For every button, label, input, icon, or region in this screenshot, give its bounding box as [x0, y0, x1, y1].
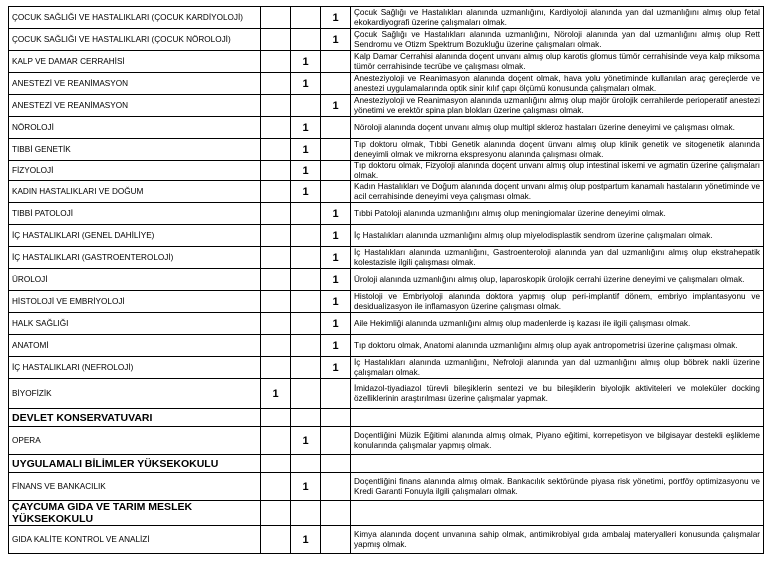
department-cell: ÜROLOJİ — [9, 269, 261, 291]
associate-count-cell — [291, 225, 321, 247]
professor-count-cell — [261, 73, 291, 95]
department-cell: OPERA — [9, 427, 261, 455]
requirements-cell: Histoloji ve Embriyoloji alanında doktora yapmış olup peri-implantif dönem, embriyo implantasyonu ve desidualizasyon ile inflamasyon üzerine çalışması olmak. — [351, 291, 764, 313]
department-cell: HALK SAĞLIĞI — [9, 313, 261, 335]
department-cell: İÇ HASTALIKLARI (GASTROENTEROLOJİ) — [9, 247, 261, 269]
department-cell: FİNANS VE BANKACILIK — [9, 473, 261, 501]
assistant-count-cell: 1 — [321, 247, 351, 269]
table-row — [9, 379, 764, 409]
associate-count-cell: 1 — [291, 526, 321, 554]
professor-count-cell — [261, 247, 291, 269]
section-row — [9, 455, 764, 473]
assistant-count-cell — [321, 427, 351, 455]
table-row — [9, 73, 764, 95]
professor-count-cell — [261, 203, 291, 225]
department-cell: TIBBİ PATOLOJİ — [9, 203, 261, 225]
table-row — [9, 526, 764, 554]
associate-count-cell — [291, 269, 321, 291]
requirements-cell: Çocuk Sağlığı ve Hastalıkları alanında uzmanlığını, Nöroloji alanında yan dal uzmanlığını almış olup Rett Sendromu ve Otizm Spektrum Bozukluğu üzerine çalışmaları olmak. — [351, 29, 764, 51]
requirements-cell: Tıp doktoru olmak, Tıbbi Genetik alanında doçent ünvanı almış olup klinik genetik ve sitogenetik alanında deneyimli olmak ve mikrorna ekspresyonu alanında çalışması olmak. — [351, 139, 764, 161]
requirements-cell: İç Hastalıkları alanında uzmanlığını almış olup miyelodisplastik sendrom üzerine çalışmaları olmak. — [351, 225, 764, 247]
requirements-cell: Anesteziyoloji ve Reanimasyon alanında uzmanlığını almış olup majör ürolojik cerrahilerde perioperatif anestezi yönetimi ve erektör spina plan blokları üzerine çalışması olmak. — [351, 95, 764, 117]
table-row — [9, 29, 764, 51]
assistant-count-cell: 1 — [321, 7, 351, 29]
assistant-count-cell: 1 — [321, 313, 351, 335]
professor-count-cell — [261, 335, 291, 357]
requirements-cell: İç Hastalıkları alanında uzmanlığını, Gastroenteroloji alanında yan dal uzmanlığını almış olup ekstrahepatik kolestazisle ilgili çalışması olmak. — [351, 247, 764, 269]
requirements-cell: Tıbbi Patoloji alanında uzmanlığını almış olup meningiomalar üzerine deneyimi olmak. — [351, 203, 764, 225]
professor-count-cell — [261, 181, 291, 203]
table-row — [9, 335, 764, 357]
associate-count-cell — [291, 7, 321, 29]
associate-count-cell: 1 — [291, 51, 321, 73]
department-cell: ÇOCUK SAĞLIĞI VE HASTALIKLARI (ÇOCUK KARDİYOLOJİ) — [9, 7, 261, 29]
assistant-count-cell: 1 — [321, 29, 351, 51]
assistant-count-cell: 1 — [321, 95, 351, 117]
professor-count-cell — [261, 139, 291, 161]
associate-count-cell: 1 — [291, 161, 321, 181]
associate-count-cell — [291, 247, 321, 269]
requirements-cell: İmidazol-tiyadiazol türevli bileşiklerin sentezi ve bu bileşiklerin biyolojik aktiviteleri ve moleküler docking özelliklerinin araştırılması üzerine çalışmalar yapmak. — [351, 379, 764, 409]
professor-count-cell — [261, 95, 291, 117]
requirements-cell: Aile Hekimliği alanında uzmanlığını almış olup madenlerde iş kazası ile ilgili çalışması olmak. — [351, 313, 764, 335]
department-cell: İÇ HASTALIKLARI (NEFROLOJİ) — [9, 357, 261, 379]
requirements-cell: Nöroloji alanında doçent unvanı almış olup multipl skleroz hastaları üzerine deneyimi ve çalışması olmak. — [351, 117, 764, 139]
department-cell: KALP VE DAMAR CERRAHİSİ — [9, 51, 261, 73]
requirements-cell: Doçentliğini finans alanında almış olmak. Bankacılık sektöründe piyasa risk yönetimi, portföy optimizasyonu ve Kredi Garanti Fonuyla ilgili çalışmaları olmak. — [351, 473, 764, 501]
associate-count-cell — [291, 501, 321, 526]
assistant-count-cell: 1 — [321, 291, 351, 313]
associate-count-cell: 1 — [291, 117, 321, 139]
associate-count-cell — [291, 357, 321, 379]
assistant-count-cell — [321, 379, 351, 409]
associate-count-cell — [291, 203, 321, 225]
associate-count-cell — [291, 291, 321, 313]
department-cell: HİSTOLOJİ VE EMBRİYOLOJİ — [9, 291, 261, 313]
professor-count-cell — [261, 225, 291, 247]
department-cell: ÇOCUK SAĞLIĞI VE HASTALIKLARI (ÇOCUK NÖROLOJİ) — [9, 29, 261, 51]
professor-count-cell — [261, 455, 291, 473]
department-cell: DEVLET KONSERVATUVARI — [9, 409, 261, 427]
department-cell: ANESTEZİ VE REANİMASYON — [9, 73, 261, 95]
associate-count-cell: 1 — [291, 139, 321, 161]
assistant-count-cell — [321, 409, 351, 427]
requirements-cell — [351, 409, 764, 427]
table-row — [9, 51, 764, 73]
professor-count-cell — [261, 526, 291, 554]
requirements-cell: Doçentliğini Müzik Eğitimi alanında almış olmak, Piyano eğitimi, korrepetisyon ve bilgisayar destekli eşlikleme konularında çalışmalar yapmış olmak. — [351, 427, 764, 455]
section-row — [9, 501, 764, 526]
department-cell: ANATOMİ — [9, 335, 261, 357]
table-row — [9, 269, 764, 291]
assistant-count-cell: 1 — [321, 335, 351, 357]
assistant-count-cell — [321, 73, 351, 95]
requirements-cell: Kadın Hastalıkları ve Doğum alanında doçent unvanı almış olup postpartum kanamalı hastaların yönetiminde ve acil cerrahisinde deneyimi veya çalışması olmak. — [351, 181, 764, 203]
associate-count-cell — [291, 313, 321, 335]
assistant-count-cell — [321, 473, 351, 501]
associate-count-cell — [291, 379, 321, 409]
assistant-count-cell: 1 — [321, 203, 351, 225]
table-row — [9, 181, 764, 203]
associate-count-cell: 1 — [291, 181, 321, 203]
assistant-count-cell: 1 — [321, 357, 351, 379]
table-row — [9, 161, 764, 181]
table-row — [9, 139, 764, 161]
table-row — [9, 473, 764, 501]
requirements-cell — [351, 455, 764, 473]
requirements-cell: Kimya alanında doçent unvanına sahip olmak, antimikrobiyal gıda ambalaj materyalleri konusunda çalışmalar yapmış olmak. — [351, 526, 764, 554]
associate-count-cell — [291, 409, 321, 427]
table-row — [9, 247, 764, 269]
requirements-cell: Kalp Damar Cerrahisi alanında doçent unvanı almış olup karotis glomus tümör cerrahisinde veya kalp miksoma tümör cerrahisinde tecrübe ve çalışması olmak. — [351, 51, 764, 73]
department-cell: BİYOFİZİK — [9, 379, 261, 409]
department-cell: TIBBİ GENETİK — [9, 139, 261, 161]
professor-count-cell — [261, 313, 291, 335]
assistant-count-cell — [321, 51, 351, 73]
department-cell: UYGULAMALI BİLİMLER YÜKSEKOKULU — [9, 455, 261, 473]
requirements-cell: Anesteziyoloji ve Reanimasyon alanında doçent olmak, hava yolu yönetiminde kullanılan araç gereçlerde ve anestezi uygulamalarında optik sinir kılıf çapı ölçümü konusunda çalışmaları olmak. — [351, 73, 764, 95]
table-row — [9, 291, 764, 313]
professor-count-cell — [261, 291, 291, 313]
assistant-count-cell: 1 — [321, 225, 351, 247]
associate-count-cell: 1 — [291, 73, 321, 95]
associate-count-cell: 1 — [291, 427, 321, 455]
table-row — [9, 95, 764, 117]
table-row — [9, 357, 764, 379]
department-cell: ANESTEZİ VE REANİMASYON — [9, 95, 261, 117]
table-row — [9, 225, 764, 247]
assistant-count-cell: 1 — [321, 269, 351, 291]
department-cell: İÇ HASTALIKLARI (GENEL DAHİLİYE) — [9, 225, 261, 247]
professor-count-cell — [261, 161, 291, 181]
department-cell: KADIN HASTALIKLARI VE DOĞUM — [9, 181, 261, 203]
requirements-cell — [351, 501, 764, 526]
assistant-count-cell — [321, 161, 351, 181]
table-row — [9, 203, 764, 225]
assistant-count-cell — [321, 117, 351, 139]
associate-count-cell — [291, 455, 321, 473]
associate-count-cell — [291, 335, 321, 357]
department-cell: FİZYOLOJİ — [9, 161, 261, 181]
requirements-cell: İç Hastalıkları alanında uzmanlığını, Nefroloji alanında yan dal uzmanlığını almış olup böbrek nakli üzerine çalışmaları olmak. — [351, 357, 764, 379]
requirements-cell: Çocuk Sağlığı ve Hastalıkları alanında uzmanlığını, Kardiyoloji alanında yan dal uzmanlığını almış olup fetal ekokardiyografi üzerine çalışmaları olmak. — [351, 7, 764, 29]
requirements-cell: Tıp doktoru olmak, Anatomi alanında uzmanlığını almış olup ayak antropometrisi üzerine çalışması olmak. — [351, 335, 764, 357]
professor-count-cell — [261, 7, 291, 29]
requirements-cell: Üroloji alanında uzmanlığını almış olup, laparoskopik ürolojik cerrahi üzerine deneyimi ve çalışmaları olmak. — [351, 269, 764, 291]
department-cell: GIDA KALİTE KONTROL VE ANALİZİ — [9, 526, 261, 554]
table-row — [9, 7, 764, 29]
professor-count-cell — [261, 473, 291, 501]
professor-count-cell — [261, 269, 291, 291]
assistant-count-cell — [321, 501, 351, 526]
table-row — [9, 117, 764, 139]
associate-count-cell: 1 — [291, 473, 321, 501]
professor-count-cell — [261, 501, 291, 526]
section-row — [9, 409, 764, 427]
table-row — [9, 427, 764, 455]
table-row — [9, 313, 764, 335]
professor-count-cell — [261, 117, 291, 139]
professor-count-cell — [261, 51, 291, 73]
assistant-count-cell — [321, 139, 351, 161]
associate-count-cell — [291, 95, 321, 117]
assistant-count-cell — [321, 526, 351, 554]
professor-count-cell — [261, 427, 291, 455]
professor-count-cell — [261, 409, 291, 427]
table-body — [9, 7, 764, 554]
associate-count-cell — [291, 29, 321, 51]
requirements-cell: Tıp doktoru olmak, Fizyoloji alanında doçent unvanı almış olup intestinal iskemi ve agmatin üzerine çalışmaları olmak. — [351, 161, 764, 181]
professor-count-cell — [261, 29, 291, 51]
assistant-count-cell — [321, 181, 351, 203]
assistant-count-cell — [321, 455, 351, 473]
department-cell: ÇAYCUMA GIDA VE TARIM MESLEK YÜKSEKOKULU — [9, 501, 261, 526]
professor-count-cell — [261, 357, 291, 379]
position-table — [8, 6, 764, 554]
department-cell: NÖROLOJİ — [9, 117, 261, 139]
professor-count-cell: 1 — [261, 379, 291, 409]
